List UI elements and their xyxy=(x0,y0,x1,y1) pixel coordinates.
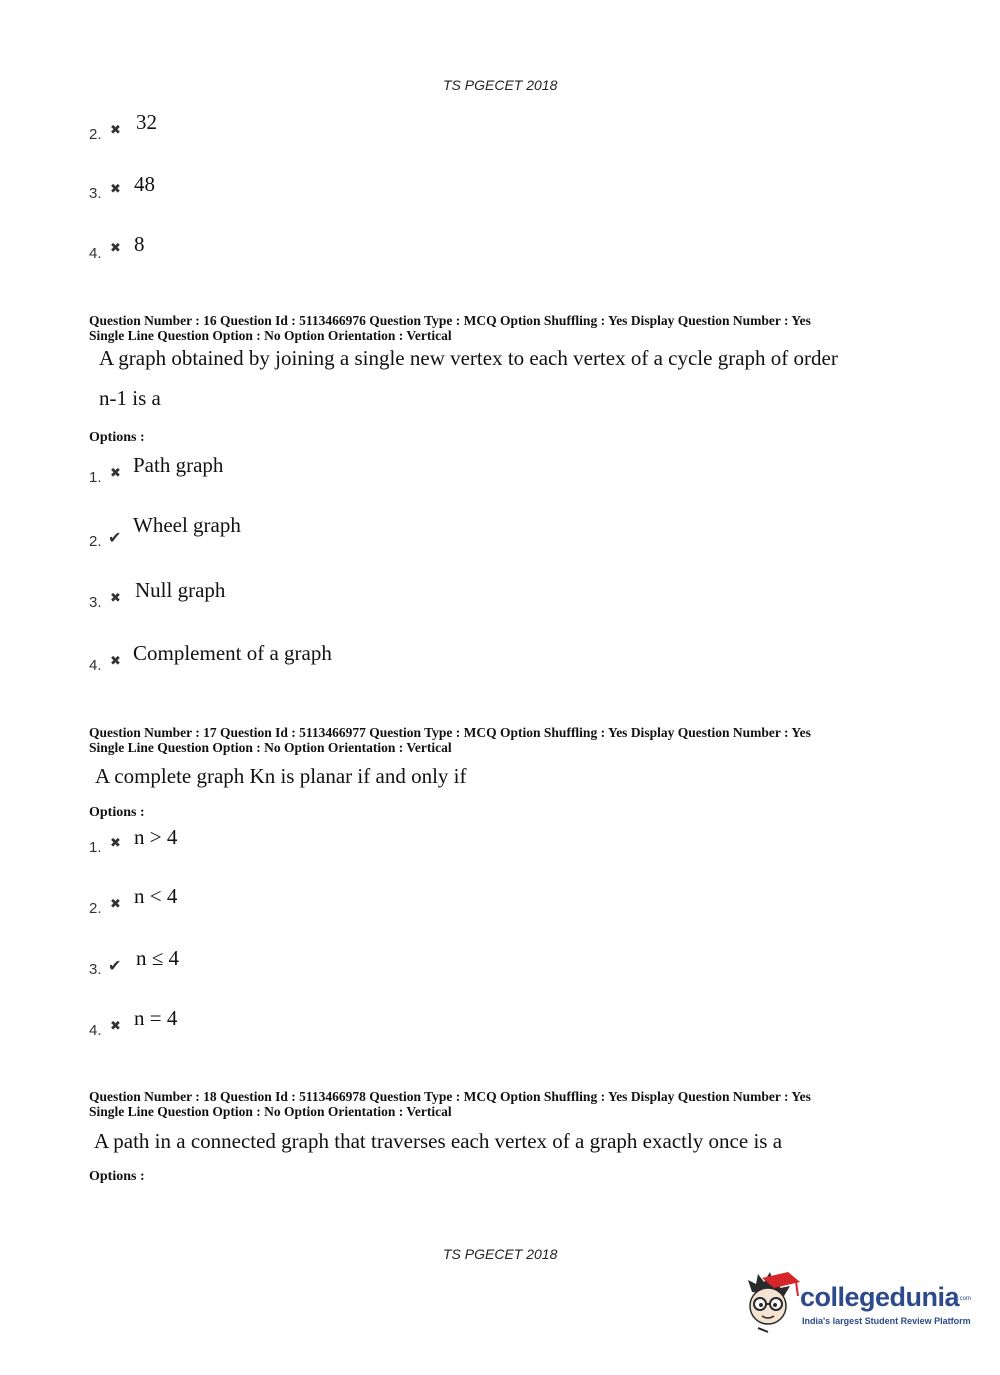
question-text: A graph obtained by joining a single new vertex to each vertex of a cycle graph of order xyxy=(99,346,838,370)
check-icon: ✔ xyxy=(108,956,122,975)
logo-wordmark: collegedunia xyxy=(800,1282,960,1312)
option-text: Complement of a graph xyxy=(133,641,332,665)
option-number: 4. xyxy=(89,1022,102,1039)
option-text: 8 xyxy=(134,232,145,256)
page-footer: TS PGECET 2018 xyxy=(443,1246,558,1262)
question-meta: Single Line Question Option : No Option Orientation : Vertical xyxy=(89,1104,452,1119)
mascot-icon xyxy=(740,1268,802,1336)
option-number: 1. xyxy=(89,469,102,486)
option-number: 4. xyxy=(89,657,102,674)
question-text: n-1 is a xyxy=(99,386,161,410)
page-header: TS PGECET 2018 xyxy=(443,77,558,93)
option-number: 3. xyxy=(89,594,102,611)
question-text: A complete graph Kn is planar if and only if xyxy=(95,764,467,788)
option-number: 3. xyxy=(89,961,102,978)
options-label: Options : xyxy=(89,1169,145,1184)
option-text: Path graph xyxy=(133,453,224,477)
question-text: A path in a connected graph that traverses each vertex of a graph exactly once is a xyxy=(94,1129,783,1153)
cross-icon: ✖ xyxy=(110,897,121,912)
cross-icon: ✖ xyxy=(110,1019,121,1034)
option-text: 48 xyxy=(134,172,155,196)
options-label: Options : xyxy=(89,430,145,445)
option-number: 4. xyxy=(89,245,102,262)
option-text: n ≤ 4 xyxy=(136,946,180,970)
option-text: n > 4 xyxy=(134,825,178,849)
option-text: 32 xyxy=(136,110,157,134)
question-meta: Question Number : 17 Question Id : 5113466977 Question Type : MCQ Option Shuffling : Yes Display Question Number : Yes xyxy=(89,725,811,740)
question-meta: Question Number : 16 Question Id : 5113466976 Question Type : MCQ Option Shuffling : Yes Display Question Number : Yes xyxy=(89,313,811,328)
option-text: n = 4 xyxy=(134,1006,178,1030)
logo-domain-suffix: .com xyxy=(958,1296,972,1302)
cross-icon: ✖ xyxy=(110,591,121,606)
logo-tagline: India's largest Student Review Platform xyxy=(802,1316,971,1326)
option-text: Null graph xyxy=(135,578,226,602)
check-icon: ✔ xyxy=(108,528,122,547)
option-text: Wheel graph xyxy=(133,513,241,537)
option-number: 1. xyxy=(89,839,102,856)
option-number: 2. xyxy=(89,900,102,917)
option-text: n < 4 xyxy=(134,884,178,908)
option-number: 3. xyxy=(89,185,102,202)
cross-icon: ✖ xyxy=(110,836,121,851)
collegedunia-logo[interactable] xyxy=(740,1268,980,1340)
option-number: 2. xyxy=(89,533,102,550)
options-label: Options : xyxy=(89,805,145,820)
question-meta: Single Line Question Option : No Option Orientation : Vertical xyxy=(89,740,452,755)
question-meta: Single Line Question Option : No Option Orientation : Vertical xyxy=(89,328,452,343)
cross-icon: ✖ xyxy=(110,241,121,256)
cross-icon: ✖ xyxy=(110,654,121,669)
cross-icon: ✖ xyxy=(110,123,121,138)
question-meta: Question Number : 18 Question Id : 5113466978 Question Type : MCQ Option Shuffling : Yes Display Question Number : Yes xyxy=(89,1089,811,1104)
cross-icon: ✖ xyxy=(110,466,121,481)
cross-icon: ✖ xyxy=(110,182,121,197)
option-number: 2. xyxy=(89,126,102,143)
